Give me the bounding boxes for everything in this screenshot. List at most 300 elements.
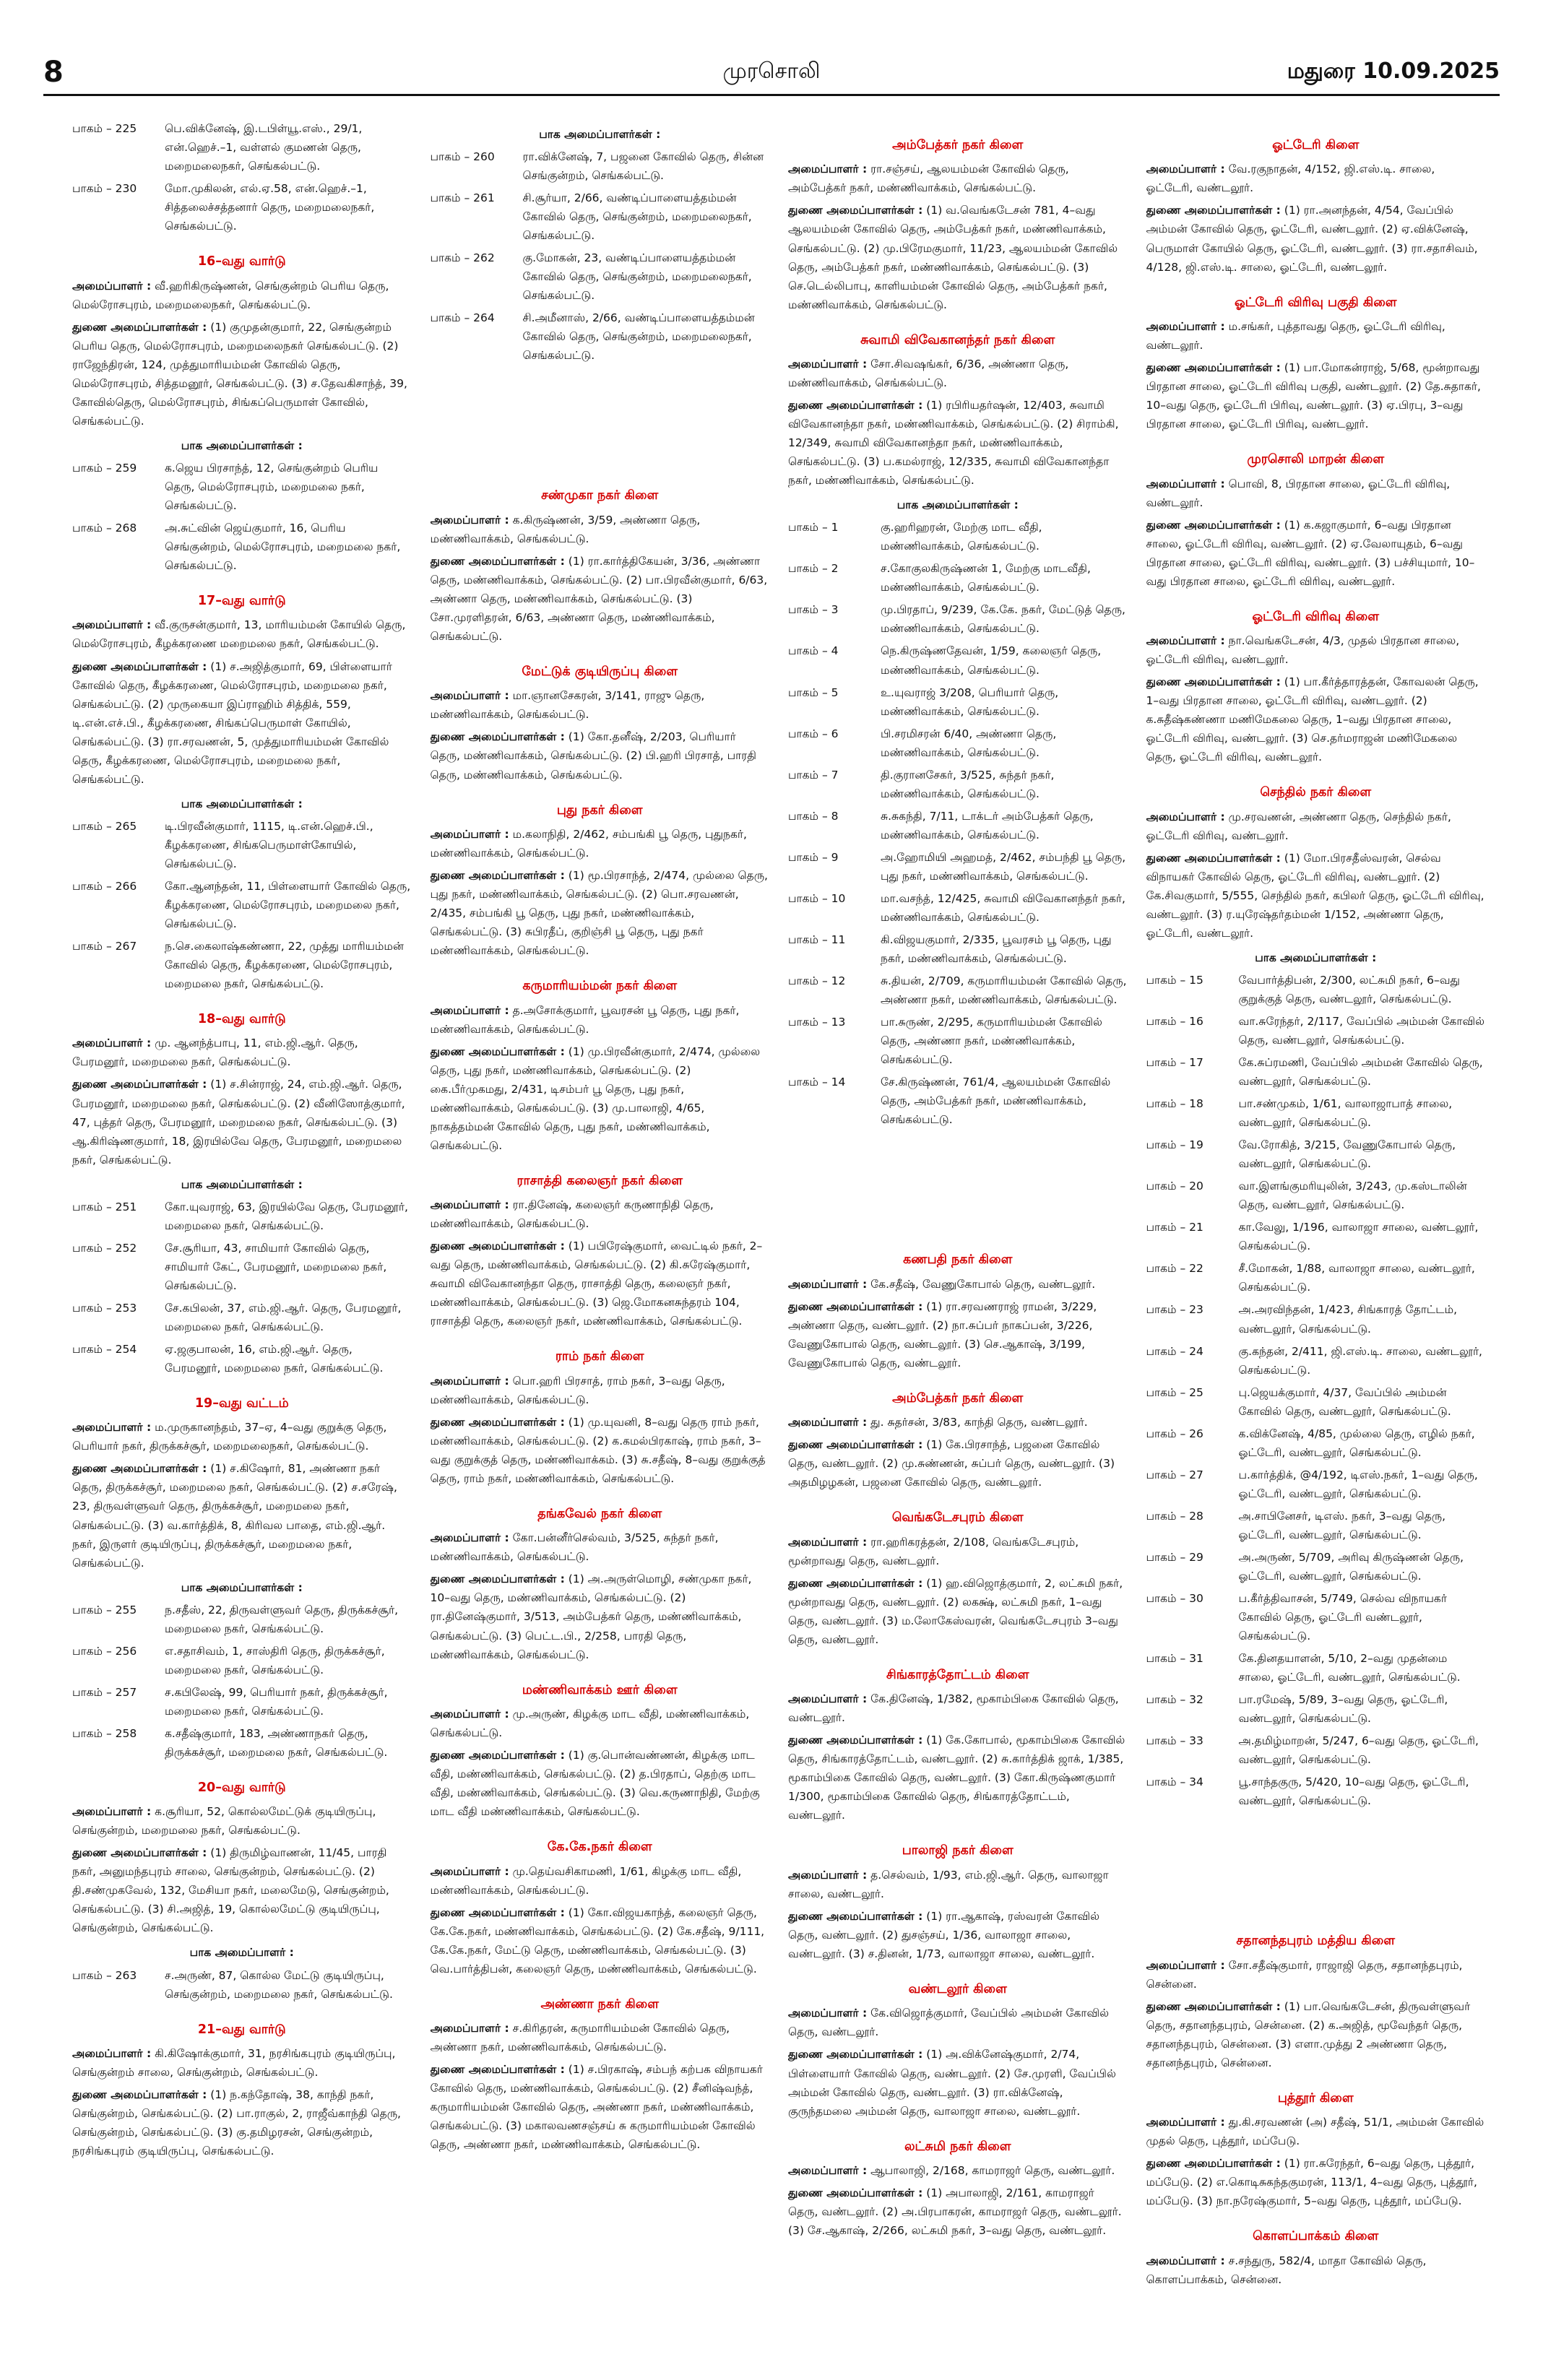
booth-entry <box>1146 971 1486 1008</box>
column-gap <box>788 1133 1128 1234</box>
member-details: வீ.குருசன்குமார், 13, மாரியம்மன் கோயில் தெரு, மெல்ரோசபுரம், கீழக்கரணை மறைமலை நகர், செங்கல்பட்டு. <box>72 618 406 651</box>
member-details: வீ.ஹரிகிருஷ்ணன், செங்குன்றம் பெரிய தெரு, மெல்ரோசபுரம், மறைமலைநகர், செங்கல்பட்டு. <box>72 279 389 311</box>
booth-agent-details: ப.கீர்த்திவாசன், 5/749, செல்வ விநாயகர் கோவில் தெரு, ஓட்டேரி வண்டலூர், செங்கல்பட்டு. <box>1238 1591 1447 1643</box>
section-heading: சுவாமி விவேகானந்தர் நகர் கிளை <box>860 332 1055 347</box>
booth-number: பாகம் – 259 <box>72 461 137 475</box>
member-paragraph <box>1146 516 1486 591</box>
role-label: அமைப்பாளர் : <box>430 1374 509 1388</box>
section-heading: கருமாரியம்மன் நகர் கிளை <box>522 979 678 994</box>
role-label: அமைப்பாளர் : <box>430 689 509 703</box>
member-details: மா.ஞானசேகரன், 3/141, ராஜு தெரு, மண்ணிவாக்கம், செங்கல்பட்டு. <box>430 689 705 722</box>
subsection-heading: பாக அமைப்பாளர்கள் : <box>181 797 303 810</box>
role-label: அமைப்பாளர் : <box>430 1003 509 1017</box>
booth-agent-details: பூ.சாந்தகுரு, 5/420, 10–வது தெரு, ஓட்டேரி, வண்டலூர், செங்கல்பட்டு. <box>1238 1775 1469 1808</box>
booth-entry <box>788 683 1128 721</box>
booth-entry <box>431 147 770 185</box>
booth-entry <box>1146 1094 1486 1132</box>
member-details: (1) குமுதன்குமார், 22, செங்குன்றம் பெரிய தெரு, மெல்ரோசபுரம், மறைமலைநகர் செங்கல்பட்டு. (2) ராஜேந்திரன், 124, முத்துமாரியம்மன் கோவில் தெரு, மெல்ரோசபுரம், சித்தமனூர், செங்கல்பட்டு. (3) ச.தேவகிசாந்த், 39, கோவில்தெரு, மெல்ரோசபுரம், சிங்கப்பெருமாள் கோவில், செங்கல்பட்டு. <box>72 320 407 428</box>
member-details: (1) ச.கிஷோர், 81, அண்ணா நகர் தெரு, திருக்கச்சூர், மறைமலை நகர், செங்கல்பட்டு. (2) ச.சரேஷ், 23, திருவள்ளுவர் தெரு, திருக்கச்சூர், மறைமலை நகர், செங்கல்பட்டு. (3) வ.கார்த்திக், 8, கிரிவல பாதை, எம்.ஜி.ஆர். நகர், இருளர் குடியிருப்பு, திருக்கச்சூர், மறைமலை நகர், செங்கல்பட்டு. <box>72 1462 397 1570</box>
role-label: துணை அமைப்பாளர்கள் : <box>788 1576 923 1590</box>
booth-number: பாகம் – 230 <box>72 182 137 196</box>
booth-agent-details: சு.சுகந்தி, 7/11, டாக்டர் அம்பேத்கர் தெரு, மண்ணிவாக்கம், செங்கல்பட்டு. <box>881 809 1094 841</box>
booth-agent-details: ந.சதீஸ், 22, திருவள்ளுவர் தெரு, திருக்கச்சூர், மறைமலை நகர், செங்கல்பட்டு. <box>165 1603 399 1635</box>
member-paragraph <box>1146 2113 1486 2150</box>
booth-number: பாகம் – 26 <box>1146 1427 1203 1440</box>
booth-entry <box>788 518 1128 555</box>
role-label: அமைப்பாளர் : <box>788 1277 868 1291</box>
role-label: துணை அமைப்பாளர்கள் : <box>788 2048 923 2061</box>
member-paragraph <box>1146 808 1486 845</box>
booth-entry <box>788 1073 1128 1129</box>
booth-agent-details: அ.தமிழ்மாறன், 5/247, 6–வது தெரு, ஓட்டேரி, வண்டலூர், செங்கல்பட்டு. <box>1238 1734 1479 1767</box>
booth-agent-details: பி.சரமிசரன் 6/40, அண்ணா தெரு, மண்ணிவாக்கம், செங்கல்பட்டு. <box>881 727 1057 759</box>
member-details: கி.கிஷோக்குமார், 31, நரசிங்கபுரம் குடியிருப்பு, செங்குன்றம் சாலை, செங்குன்றம், செங்கல்பட்டு. <box>72 2046 396 2079</box>
booth-entry <box>72 1239 412 1295</box>
role-label: துணை அமைப்பாளர்கள் : <box>1146 2157 1281 2171</box>
booth-number: பாகம் – 20 <box>1146 1180 1203 1193</box>
section-heading: 17–வது வார்டு <box>197 594 286 609</box>
booth-number: பாகம் – 3 <box>788 603 839 617</box>
booth-number: பாகம் – 13 <box>788 1016 846 1029</box>
booth-number: பாகம் – 34 <box>1146 1775 1203 1789</box>
role-label: அமைப்பாளர் : <box>430 1531 509 1545</box>
member-details: (1) மு.பிரவீன்குமார், 2/474, முல்லை தெரு, புது நகர், மண்ணிவாக்கம், செங்கல்பட்டு. (2) கை.பீர்முகமது, 2/431, டிசம்பர் பூ தெரு, புது நகர், மண்ணிவாக்கம், செங்கல்பட்டு. (3) மு.பாலாஜி, 4/65, நாகத்தம்மன் கோவில் தெரு, புது நகர், மண்ணிவாக்கம், செங்கல்பட்டு. <box>430 1044 761 1152</box>
booth-number: பாகம் – 255 <box>72 1603 137 1617</box>
column-1 <box>72 119 412 2358</box>
section-heading: சண்முகா நகர் கிளை <box>541 488 659 503</box>
member-details: (1) அ.விக்னேஷ்குமார், 2/74, பிள்ளையார் கோவில் தெரு, வண்டலூர். (2) சே.முரளி, வேப்பில் அம்மன் கோவில் தெரு, வண்டலூர். (3) ரா.விக்னேஷ், குருந்தமலை அம்மன் தெரு, வாலாஜா சாலை, வண்டலூர். <box>788 2048 1116 2118</box>
section-heading: செந்தில் நகர் கிளை <box>1260 785 1372 800</box>
booth-entry <box>72 937 412 993</box>
booth-agent-details: பா.சுருண், 2/295, கருமாரியம்மன் கோவில் தெரு, அண்ணா நகர், மண்ணிவாக்கம், செங்கல்பட்டு. <box>881 1016 1102 1067</box>
member-details: (1) ச.அஜித்குமார், 69, பிள்ளையார் கோவில் தெரு, கீழக்கரணை, மெல்ரோசபுரம், மறைமலை நகர், செங்கல்பட்டு. (2) முருகையா இப்ராஹிம் சித்திக், 559, டி.என்.எச்.பி., கீழக்கரணை, சிங்கப்பெருமாள் கோயில், செங்கல்பட்டு. (3) ரா.சரவணன், 5, முத்துமாரியம்மன் கோவில் தெரு, கீழக்கரணை, மெல்ரோசபுரம், மறைமலை நகர், செங்கல்பட்டு. <box>72 659 392 786</box>
section-heading: ஓட்டேரி கிளை <box>1272 138 1360 152</box>
role-label: துணை அமைப்பாளர்கள் : <box>72 1078 207 1091</box>
subsection-heading: பாக அமைப்பாளர்கள் : <box>181 438 303 452</box>
member-details: (1) பா.கீர்த்தாரத்தன், கோவலன் தெரு, 1–வது பிரதான சாலை, ஓட்டேரி விரிவு, வண்டலூர். (2) க.சுதீஷ்கண்ணா மணிமேகலை தெரு, 1–வது பிரதான சாலை, ஓட்டேரி விரிவு, வண்டலூர். (3) செ.தர்மராஜன் மணிமேகலை தெரு, ஓட்டேரி விரிவு, வண்டலூர். <box>1146 675 1479 764</box>
role-label: துணை அமைப்பாளர்கள் : <box>72 2088 207 2102</box>
member-details: ம.கலாநிதி, 2/462, சம்பங்கி பூ தெரு, புதுநகர், மண்ணிவாக்கம், செங்கல்பட்டு. <box>430 827 747 860</box>
booth-entry <box>72 1299 412 1336</box>
section-heading: ஓட்டேரி விரிவு பகுதி கிளை <box>1234 295 1397 310</box>
member-details: ரா.தினேஷ், கலைஞர் கருணாநிதி தெரு, மண்ணிவாக்கம், செங்கல்பட்டு. <box>430 1198 714 1231</box>
section-heading: வண்டலூர் கிளை <box>908 1982 1007 1997</box>
booth-number: பாகம் – 24 <box>1146 1344 1203 1358</box>
member-details: து.கி.சரவணன் (அ) சதீஷ், 51/1, அம்மன் கோவில் முதல் தெரு, புத்தூர், மப்பேடு. <box>1146 2116 1484 2148</box>
booth-number: பாகம் – 7 <box>788 768 839 782</box>
role-label: அமைப்பாளர் : <box>788 2163 868 2177</box>
member-paragraph <box>788 396 1128 490</box>
booth-number: பாகம் – 18 <box>1146 1097 1203 1111</box>
booth-entry <box>788 600 1128 638</box>
member-paragraph <box>1146 317 1486 355</box>
booth-entry <box>788 641 1128 679</box>
member-paragraph <box>788 1435 1128 1492</box>
member-paragraph <box>788 1907 1128 1963</box>
member-paragraph <box>72 615 412 653</box>
member-details: (1) ரா.சரவணராஜ் ராமன், 3/229, அண்ணா தெரு, வண்டலூர். (2) நா.சுப்பர் நாகப்பன், 3/226, வேணுகோபால் தெரு, வண்டலூர். (3) செ.ஆகாஷ், 3/199, வேணுகோபால் தெரு, வண்டலூர். <box>788 1299 1097 1369</box>
role-label: அமைப்பாளர் : <box>788 1868 868 1882</box>
booth-entry <box>72 459 412 515</box>
section-heading: கணபதி நகர் கிளை <box>903 1252 1013 1268</box>
role-label: அமைப்பாளர் : <box>72 1421 152 1435</box>
booth-entry <box>1146 1218 1486 1255</box>
member-paragraph <box>788 1866 1128 1903</box>
member-paragraph <box>431 1746 770 1821</box>
member-paragraph <box>1146 201 1486 276</box>
member-paragraph <box>431 1195 770 1233</box>
role-label: அமைப்பாளர் : <box>1146 319 1225 333</box>
member-paragraph <box>72 2044 412 2082</box>
booth-agent-details: ந.செ.கைலாஷ்கண்ணா, 22, முத்து மாரியம்மன் கோவில் தெரு, கீழக்கரணை, மெல்ரோசபுரம், மறைமலை நகர், செங்கல்பட்டு. <box>165 939 404 990</box>
booth-agent-details: கே.தினதயாளன், 5/10, 2–வது முதன்மை சாலை, ஓட்டேரி, வண்டலூர், செங்கல்பட்டு. <box>1238 1652 1461 1684</box>
member-paragraph <box>72 657 412 789</box>
section-heading: மேட்டுக் குடியிருப்பு கிளை <box>522 664 678 679</box>
booth-entry <box>788 889 1128 927</box>
role-label: அமைப்பாளர் : <box>1146 634 1225 648</box>
booth-entry <box>72 119 412 176</box>
member-details: ரா.சஞ்சய், ஆலயம்மன் கோவில் தெரு, அம்பேத்கர் நகர், மண்ணிவாக்கம், செங்கல்பட்டு. <box>788 163 1069 195</box>
member-details: ம.சங்கர், புத்தாவது தெரு, ஓட்டேரி விரிவு, வண்டலூர். <box>1146 319 1445 352</box>
member-details: மு.தெய்வசிகாமணி, 1/61, கிழக்கு மாட வீதி, மண்ணிவாக்கம், செங்கல்பட்டு. <box>430 1864 742 1897</box>
booth-agent-details: மு.பிரதாப், 9/239, கே.கே. நகர், மேட்டுத் தெரு, மண்ணிவாக்கம், செங்கல்பட்டு. <box>881 603 1125 636</box>
member-details: து. சுதர்சன், 3/83, காந்தி தெரு, வண்டலூர். <box>870 1416 1088 1429</box>
booth-entry <box>72 1683 412 1721</box>
booth-number: பாகம் – 266 <box>72 879 137 893</box>
member-paragraph <box>431 1237 770 1330</box>
member-paragraph <box>1146 475 1486 512</box>
newspaper-name: முரசொலி <box>722 58 821 84</box>
member-paragraph <box>1146 2251 1486 2289</box>
booth-entry <box>72 1642 412 1679</box>
role-label: அமைப்பாளர் : <box>788 1416 868 1429</box>
member-paragraph <box>788 160 1128 197</box>
booth-entry <box>1146 1342 1486 1380</box>
member-paragraph <box>72 277 412 314</box>
member-details: பொ.ஹரி பிரசாத், ராம் நகர், 3–வது தெரு, மண்ணிவாக்கம், செங்கல்பட்டு. <box>430 1374 725 1406</box>
member-details: (1) திருமிழ்வாணன், 11/45, பாரதி நகர், அனுமந்தபுரம் சாலை, செங்குன்றம், செங்கல்பட்டு. (2) தி.சண்முகவேல், 132, மேசியா நகர், மலைமேடு, செங்குன்றம், செங்கல்பட்டு. (3) சி.அஜித், 19, கொல்லமேட்டு குடியிருப்பு, செங்குன்றம், செங்கல்பட்டு. <box>72 1846 389 1935</box>
booth-number: பாகம் – 12 <box>788 974 846 987</box>
member-paragraph <box>431 1528 770 1566</box>
booth-number: பாகம் – 22 <box>1146 1262 1203 1276</box>
member-paragraph <box>431 1705 770 1742</box>
booth-agent-details: கோ.யுவராஜ், 63, இரயில்வே தெரு, பேரமனூர், மறைமலை நகர், செங்கல்பட்டு. <box>165 1200 408 1232</box>
booth-agent-details: வே.ரோகித், 3/215, வேணுகோபால் தெரு, வண்டலூர், செங்கல்பட்டு. <box>1238 1138 1456 1171</box>
booth-entry <box>788 848 1128 886</box>
booth-number: பாகம் – 21 <box>1146 1221 1203 1234</box>
member-details: கே.சதீஷ், வேணுகோபால் தெரு, வண்டலூர். <box>870 1277 1096 1291</box>
booth-agent-details: ச.கோகுலகிருஷ்ணன் 1, மேற்கு மாடவீதி, மண்ணிவாக்கம், செங்கல்பட்டு. <box>881 562 1091 594</box>
section-heading: 18–வது வார்டு <box>197 1012 286 1027</box>
member-paragraph <box>1146 849 1486 943</box>
section-heading: 21–வது வார்டு <box>197 2022 286 2037</box>
booth-number: பாகம் – 268 <box>72 521 137 535</box>
role-label: துணை அமைப்பாளர்கள் : <box>430 1572 565 1586</box>
booth-agent-details: கோ.ஆனந்தன், 11, பிள்ளையார் கோவில் தெரு, கீழக்கரணை, மெல்ரோசபுரம், மறைமலை நகர், செங்கல்பட்டு. <box>165 879 411 930</box>
member-details: (1) ரா.அனந்தன், 4/54, வேப்பில் அம்மன் கோவில் தெரு, ஓட்டேரி, வண்டலூர். (2) ஏ.விக்னேஷ், பெருமாள் கோயில் தெரு, ஓட்டேரி, வண்டலூர். (3) ரா.சதாசிவம், 4/128, ஜி.எஸ்.டி. சாலை, ஓட்டேரி, வண்டலூர். <box>1146 204 1478 274</box>
booth-agent-details: ச.கபிலேஷ், 99, பெரியார் நகர், திருக்கச்சூர், மறைமலை நகர், செங்கல்பட்டு. <box>165 1685 388 1718</box>
member-paragraph <box>431 686 770 724</box>
booth-entry <box>72 179 412 235</box>
member-paragraph <box>431 825 770 862</box>
role-label: அமைப்பாளர் : <box>430 1198 509 1212</box>
booth-agent-details: அ.சாபினேசர், டிஎஸ். நகர், 3–வது தெரு, ஓட்டேரி, வண்டலூர், செங்கல்பட்டு. <box>1238 1509 1446 1541</box>
member-details: (1) மு.யுவனி, 8–வது தெரு ராம் நகர், மண்ணிவாக்கம், செங்கல்பட்டு. (2) க.கமல்பிரகாஷ், ராம் நகர், 3–வது குறுக்குத் தெரு, மண்ணிவாக்கம். (3) சு.சதீஷ், 8–வது குறுக்குத் தெரு, ராம் நகர், மண்ணிவாக்கம், செங்கல்பட்டு. <box>430 1415 766 1485</box>
member-details: (1) மோ.பிரசதீஸ்வரன், செல்வ விநாயகர் கோவில் தெரு, ஓட்டேரி விரிவு, வண்டலூர். (2) கே.சிவகுமார், 5/555, செந்தில் நகர், கபிலர் தெரு, ஓட்டேரி விரிவு, வண்டலூர். (3) ர.யுரேஷ்தர்தம்மன் 1/152, அண்ணா தெரு, ஓட்டேரி, வண்டலூர். <box>1146 851 1484 940</box>
booth-entry <box>72 519 412 575</box>
booth-agent-details: கு.ஹரிஹரன், மேற்கு மாட வீதி, மண்ணிவாக்கம், செங்கல்பட்டு. <box>881 521 1042 553</box>
member-paragraph <box>72 1075 412 1169</box>
member-details: (1) ரா.சுரேந்தர், 6–வது தெரு, புத்தூர், மப்பேடு. (2) எ.கொடிசுகந்தகுமரன், 113/1, 4–வது தெரு, புத்தூர், மப்பேடு. (3) நா.நரேஷ்குமார், 5–வது தெரு, புத்தூர், மப்பேடு. <box>1146 2157 1477 2208</box>
booth-entry <box>1146 1773 1486 1810</box>
member-paragraph <box>1146 2154 1486 2210</box>
booth-number: பாகம் – 14 <box>788 1076 846 1089</box>
member-details: க.சூரியா, 52, கொல்லமேட்டுக் குடியிருப்பு, செங்குன்றம், மறைமலை நகர், செங்கல்பட்டு. <box>72 1805 376 1838</box>
booth-entry <box>788 724 1128 762</box>
member-details: வே.ரகுநாதன், 4/152, ஜி.எஸ்.டி. சாலை, ஓட்டேரி, வண்டலூர். <box>1146 163 1435 195</box>
booth-entry <box>1146 1548 1486 1585</box>
booth-number: பாகம் – 261 <box>430 191 495 205</box>
role-label: துணை அமைப்பாளர்கள் : <box>1146 204 1281 217</box>
dateline: மதுரை 10.09.2025 <box>1287 58 1500 84</box>
member-details: ஆபாலாஜி, 2/168, காமராஜர் தெரு, வண்டலூர். <box>870 2163 1115 2177</box>
column-3 <box>788 119 1128 2358</box>
member-details: (1) கு.பொன்வண்ணன், கிழக்கு மாட வீதி, மண்ணிவாக்கம், செங்கல்பட்டு. (2) த.பிரதாப், தெற்கு மாட வீதி, மண்ணிவாக்கம், செங்கல்பட்டு. (3) வெ.கருணாநிதி, மேற்கு மாட வீதி மண்ணிவாக்கம், செங்கல்பட்டு. <box>430 1749 760 1819</box>
role-label: துணை அமைப்பாளர்கள் : <box>788 204 923 217</box>
role-label: துணை அமைப்பாளர்கள் : <box>1146 851 1281 865</box>
section-heading: பாலாஜி நகர் கிளை <box>902 1843 1013 1858</box>
member-details: (1) ச.சின்ராஜ், 24, எம்.ஜி.ஆர். தெரு, பேரமனூர், மறைமலை நகர், செங்கல்பட்டு. (2) வீனிஸோத்குமார், 47, புத்தர் தெரு, பேரமனூர், மறைமலை நகர், செங்கல்பட்டு. (3) ஆ.கிரிஷ்ணகுமார், 18, இரயில்வே தெரு, பேரமனூர், மறைமலை நகர், செங்கல்பட்டு. <box>72 1078 405 1167</box>
booth-number: பாகம் – 2 <box>788 562 839 576</box>
booth-entry <box>788 1013 1128 1069</box>
booth-entry <box>72 877 412 933</box>
member-paragraph <box>431 1001 770 1039</box>
booth-entry <box>1146 1300 1486 1338</box>
booth-number: பாகம் – 33 <box>1146 1734 1203 1748</box>
booth-number: பாகம் – 254 <box>72 1342 137 1356</box>
role-label: அமைப்பாளர் : <box>430 2022 509 2035</box>
booth-number: பாகம் – 267 <box>72 939 137 953</box>
booth-agent-details: பா.ரமேஷ், 5/89, 3–வது தெரு, ஓட்டேரி, வண்டலூர், செங்கல்பட்டு. <box>1238 1693 1448 1726</box>
booth-entry <box>72 1198 412 1235</box>
member-paragraph <box>788 1297 1128 1372</box>
booth-agent-details: பா.சண்முகம், 1/61, வாலாஜாபாத் சாலை, வண்டலூர், செங்கல்பட்டு. <box>1238 1097 1453 1130</box>
role-label: அமைப்பாளர் : <box>1146 1958 1225 1972</box>
member-paragraph <box>788 201 1128 313</box>
member-paragraph <box>72 1459 412 1572</box>
member-paragraph <box>788 2184 1128 2240</box>
booth-entry <box>72 1601 412 1638</box>
role-label: துணை அமைப்பாளர்கள் : <box>430 1905 565 1919</box>
booth-entry <box>1146 1507 1486 1544</box>
role-label: துணை அமைப்பாளர்கள் : <box>1146 518 1281 532</box>
booth-entry <box>788 807 1128 844</box>
booth-agent-details: வேபார்த்திபன், 2/300, லட்சுமி நகர், 6–வது குறுக்குத் தெரு, வண்டலூர், செங்கல்பட்டு. <box>1238 973 1461 1006</box>
member-paragraph <box>788 1574 1128 1649</box>
role-label: அமைப்பாளர் : <box>72 1037 152 1050</box>
role-label: துணை அமைப்பாளர்கள் : <box>788 1299 923 1313</box>
booth-agent-details: சி.அமீனாஸ், 2/66, வண்டிப்பாளையத்தம்மன் கோவில் தெரு, செங்குன்றம், மறைமலைநகர், செங்கல்பட்டு. <box>522 311 755 363</box>
booth-number: பாகம் – 25 <box>1146 1385 1203 1399</box>
section-heading: லட்சுமி நகர் கிளை <box>904 2139 1011 2154</box>
role-label: துணை அமைப்பாளர்கள் : <box>430 730 565 744</box>
section-heading: மண்ணிவாக்கம் ஊர் கிளை <box>522 1682 678 1697</box>
member-details: கே.தினேஷ், 1/382, மூகாம்பிகை கோவில் தெரு, வண்டலூர். <box>788 1692 1119 1725</box>
member-paragraph <box>72 1418 412 1455</box>
member-details: த.அசோக்குமார், பூவரசன் பூ தெரு, புது நகர், மண்ணிவாக்கம், செங்கல்பட்டு. <box>430 1003 740 1036</box>
booth-entry <box>1146 1177 1486 1214</box>
section-heading: முரசொலி மாறன் கிளை <box>1247 452 1385 467</box>
subsection-heading: பாக அமைப்பாளர்கள் : <box>896 498 1019 512</box>
booth-agent-details: க.சதீஷ்குமார், 183, அண்ணாநகர் தெரு, திருக்கச்சூர், மறைமலை நகர், செங்கல்பட்டு. <box>165 1726 388 1759</box>
member-paragraph <box>788 2045 1128 2120</box>
member-paragraph <box>1146 672 1486 766</box>
booth-number: பாகம் – 17 <box>1146 1056 1203 1070</box>
member-paragraph <box>72 1843 412 1937</box>
role-label: துணை அமைப்பாளர்கள் : <box>788 1734 923 1747</box>
booth-agent-details: அ.அரவிந்தன், 1/423, சிங்காரத் தோட்டம், வண்டலூர், செங்கல்பட்டு. <box>1238 1303 1457 1336</box>
booth-entry <box>1146 1466 1486 1503</box>
member-paragraph <box>1146 160 1486 197</box>
member-paragraph <box>1146 1956 1486 1994</box>
role-label: துணை அமைப்பாளர்கள் : <box>430 2063 565 2077</box>
booth-number: பாகம் – 4 <box>788 644 839 658</box>
booth-agent-details: நெ.கிருஷ்ணதேவன், 1/59, கலைஞர் தெரு, மண்ணிவாக்கம், செங்கல்பட்டு. <box>881 644 1102 677</box>
section-heading: 16–வது வார்டு <box>197 254 286 269</box>
masthead <box>43 51 1500 96</box>
booth-agent-details: எ.சதாசிவம், 1, சாஸ்திரி தெரு, திருக்கச்சூர், மறைமலை நகர், செங்கல்பட்டு. <box>165 1644 385 1676</box>
member-paragraph <box>72 318 412 430</box>
booth-entry <box>1146 1424 1486 1462</box>
booth-number: பாகம் – 262 <box>430 251 495 265</box>
role-label: துணை அமைப்பாளர்கள் : <box>788 2186 923 2200</box>
member-details: (1) கோ.விஜயகாந்த், கலைஞர் தெரு, கே.கே.நகர், மண்ணிவாக்கம், செங்கல்பட்டு. (2) கே.சதீஷ், 9/111, கே.கே.நகர், மேட்டு தெரு, மண்ணிவாக்கம், செங்கல்பட்டு. (3) வெ.பார்த்திபன், கலைஞர் தெரு, மண்ணிவாக்கம், செங்கல்பட்டு. <box>430 1905 765 1976</box>
subsection-heading: பாக அமைப்பாளர்கள் : <box>1255 951 1377 964</box>
member-details: (1) கே.கோபால், மூகாம்பிகை கோவில் தெரு, சிங்காரத்தோட்டம், வண்டலூர். (2) சு.கார்த்திக் ஜாக், 1/385, மூகாம்பிகை கோவில் தெரு, வண்டலூர். (3) கோ.கிருஷ்ணகுமார் 1/300, மூகாம்பிகை கோவில் தெரு, சிங்காரத்தோட்டம், வண்டலூர். <box>788 1734 1125 1822</box>
booth-agent-details: ப.கார்த்திக், @4/192, டிஎஸ்.நகர், 1–வது தெரு, ஓட்டேரி, வண்டலூர், செங்கல்பட்டு. <box>1238 1468 1478 1500</box>
section-heading: வெங்கடேசபுரம் கிளை <box>891 1510 1024 1526</box>
role-label: துணை அமைப்பாளர்கள் : <box>1146 675 1281 689</box>
member-paragraph <box>72 2085 412 2160</box>
member-details: (1) பா.மோகன்ராஜ், 5/68, மூன்றாவது பிரதான சாலை, ஓட்டேரி விரிவு பகுதி, வண்டலூர். (2) தே.சுதாகர், 10–வது தெரு, ஓட்டேரி பிரிவு, வண்டலூர். (3) ஏ.பிரபு, 3–வது பிரதான சாலை, ஓட்டேரி பிரிவு, வண்டலூர். <box>1146 361 1481 431</box>
booth-agent-details: பெ.விக்னேஷ், இ.டபிள்யூ.எஸ்., 29/1, என்.ஹெச்.–1, வள்ளல் குமணன் தெரு, மறைமலைநகர், செங்கல்பட்டு. <box>165 122 363 173</box>
booth-number: பாகம் – 11 <box>788 932 846 946</box>
booth-number: பாகம் – 253 <box>72 1301 137 1315</box>
member-details: மு. ஆனந்த்பாபு, 11, எம்.ஜி.ஆர். தெரு, பேரமனூர், மறைமலை நகர், செங்கல்பட்டு. <box>72 1037 358 1069</box>
role-label: அமைப்பாளர் : <box>788 2007 868 2020</box>
member-details: (1) பபிரேஷ்குமார், வைட்டில் நகர், 2–வது தெரு, மண்ணிவாக்கம், செங்கல்பட்டு. (2) கி.சுரேஷ்குமார், சுவாமி விவேகானந்தா தெரு, ராசாத்தி தெரு, கலைஞர் நகர், மண்ணிவாக்கம், செங்கல்பட்டு. (3) ஜெ.மோகனசுந்தரம் 104, ராசாத்தி தெரு, கலைஞர் நகர், மண்ணிவாக்கம், செங்கல்பட்டு. <box>430 1239 763 1328</box>
booth-agent-details: வா.சுரேந்தர், 2/117, வேப்பில் அம்மன் கோவில் தெரு, வண்டலூர், செங்கல்பட்டு. <box>1238 1015 1484 1047</box>
role-label: துணை அமைப்பாளர்கள் : <box>72 320 207 334</box>
member-paragraph <box>431 1413 770 1488</box>
booth-entry <box>1146 1053 1486 1091</box>
member-details: கோ.பன்னீர்செல்வம், 3/525, சுந்தர் நகர், மண்ணிவாக்கம், செங்கல்பட்டு. <box>430 1531 719 1564</box>
member-details: (1) பா.வெங்கடேசன், திருவள்ளுவர் தெரு, சதானந்தபுரம், சென்னை. (2) க.அஜித், மூவேந்தர் தெரு, சதானந்தபுரம், சென்னை. (3) எளா.முத்து 2 அண்ணா தெரு, சதானந்தபுரம், சென்னை. <box>1146 1999 1471 2069</box>
member-paragraph <box>788 1533 1128 1570</box>
member-details: கே.விஜொத்குமார், வேப்பில் அம்மன் கோவில் தெரு, வண்டலூர். <box>788 2007 1109 2039</box>
section-heading: தங்கவேல் நகர் கிளை <box>537 1506 662 1521</box>
booth-entry <box>1146 1731 1486 1769</box>
section-heading: 20–வது வார்டு <box>197 1780 286 1795</box>
booth-agent-details: அ.ஹோமியி அஹமத், 2/462, சம்பந்தி பூ தெரு, புது நகர், மண்ணிவாக்கம், செங்கல்பட்டு. <box>881 850 1126 883</box>
page-number: 8 <box>43 56 64 89</box>
column-gap <box>1146 1814 1486 1915</box>
member-details: (1) மூ.பிரசாந்த், 2/474, முல்லை தெரு, புது நகர், மண்ணிவாக்கம், செங்கல்பட்டு. (2) பொ.சரவணன், 2/435, சம்பங்கி பூ தெரு, புது நகர், மண்ணிவாக்கம், செங்கல்பட்டு. (3) சுபிரதீப், குறிஞ்சி பூ தெரு, புது நகர் மண்ணிவாக்கம், செங்கல்பட்டு. <box>430 868 768 958</box>
member-paragraph <box>431 1903 770 1978</box>
member-paragraph <box>72 1034 412 1071</box>
booth-entry <box>1146 1012 1486 1050</box>
role-label: துணை அமைப்பாளர்கள் : <box>1146 1999 1281 2013</box>
booth-number: பாகம் – 257 <box>72 1685 137 1699</box>
member-details: பொவி, 8, பிரதான சாலை, ஓட்டேரி விரிவு, வண்டலூர். <box>1146 477 1451 509</box>
section-heading: ராம் நகர் கிளை <box>555 1349 644 1364</box>
booth-agent-details: சி.சூர்யா, 2/66, வண்டிப்பாளையத்தம்மன் கோவில் தெரு, செங்குன்றம், மறைமலைநகர், செங்கல்பட்டு. <box>522 191 752 243</box>
role-label: அமைப்பாளர் : <box>430 1864 509 1878</box>
member-paragraph <box>788 2004 1128 2041</box>
role-label: துணை அமைப்பாளர்கள் : <box>1146 361 1281 375</box>
booth-agent-details: வா.இளங்குமரியுலின், 3/243, மு.கஸ்டாலின் தெரு, வண்டலூர், செங்கல்பட்டு. <box>1238 1180 1467 1212</box>
member-paragraph <box>1146 631 1486 669</box>
subsection-heading: பாக அமைப்பாளர்கள் : <box>181 1177 303 1191</box>
member-details: (1) க.கஜாகுமார், 6–வது பிரதான சாலை, ஓட்டேரி விரிவு, வண்டலூர். (2) ஏ.வேலாயுதம், 6–வது பிரதான சாலை, ஓட்டேரி விரிவு, வண்டலூர். (3) பச்சியுமார், 10–வது பிரதான சாலை, ஓட்டேரி விரிவு, வண்டலூர். <box>1146 518 1475 588</box>
role-label: அமைப்பாளர் : <box>788 1535 868 1549</box>
member-details: (1) ரா.கார்த்திகேயன், 3/36, அண்ணா தெரு, மண்ணிவாக்கம், செங்கல்பட்டு. (2) பா.பிரவீன்குமார், 6/63, அண்ணா தெரு, மண்ணிவாக்கம், செங்கல்பட்டு. (3) சோ.முரளிதரன், 6/63, அண்ணா தெரு, மண்ணிவாக்கம், செங்கல்பட்டு. <box>430 554 768 643</box>
booth-entry <box>788 930 1128 968</box>
role-label: அமைப்பாளர் : <box>788 163 868 176</box>
member-details: (1) அ.அருள்மொழி, சண்முகா நகர், 10–வது தெரு, மண்ணிவாக்கம், செங்கல்பட்டு. (2) ரா.தினேஷ்குமார், 3/513, அம்பேத்கர் தெரு, மண்ணிவாக்கம், செங்கல்பட்டு. (3) பெட்ட.பி., 2/258, பாரதி தெரு, மண்ணிவாக்கம், செங்கல்பட்டு. <box>430 1572 752 1661</box>
member-paragraph <box>1146 358 1486 433</box>
booth-number: பாகம் – 31 <box>1146 1652 1203 1666</box>
booth-entry <box>72 1966 412 2004</box>
member-details: (1) அபாலாஜி, 2/161, காமராஜர் தெரு, வண்டலூர். (2) அ.பிரபாகரன், காமராஜர் தெரு, வண்டலூர். (3) சே.ஆகாஷ், 2/266, லட்சுமி நகர், 3–வது தெரு, வண்டலூர். <box>788 2186 1122 2238</box>
booth-entry <box>72 1724 412 1762</box>
member-details: மு.சரவணன், அண்ணா தெரு, செந்தில் நகர், ஓட்டேரி விரிவு, வண்டலூர். <box>1146 810 1451 842</box>
booth-agent-details: சே.கபிலன், 37, எம்.ஜி.ஆர். தெரு, பேரமனூர், மறைமலை நகர், செங்கல்பட்டு. <box>165 1301 402 1333</box>
member-paragraph <box>788 1731 1128 1825</box>
booth-number: பாகம் – 256 <box>72 1644 137 1658</box>
member-details: (1) கோ.தனீஷ், 2/203, பெரியார் தெரு, மண்ணிவாக்கம், செங்கல்பட்டு. (2) பி.ஹரி பிரசாத், பாரதி தெரு, மண்ணிவாக்கம், செங்கல்பட்டு. <box>430 730 756 782</box>
member-details: (1) ரா.ஆகாஷ், ரஸ்வரன் கோவில் தெரு, வண்டலூர். (2) துசஞ்சய், 1/36, வாலாஜா சாலை, வண்டலூர். (3) ச.தினன், 1/73, வாலாஜா சாலை, வண்டலூர். <box>788 1909 1099 1960</box>
booth-agent-details: சே.கிருஷ்ணன், 761/4, ஆலயம்மன் கோவில் தெரு, அம்பேத்கர் நகர், மண்ணிவாக்கம், செங்கல்பட்டு. <box>881 1076 1111 1127</box>
role-label: அமைப்பாளர் : <box>788 1692 868 1706</box>
role-label: அமைப்பாளர் : <box>72 1805 152 1819</box>
booth-agent-details: சு.தியன், 2/709, கருமாரியம்மன் கோவில் தெரு, அண்ணா நகர், மண்ணிவாக்கம், செங்கல்பட்டு. <box>881 974 1127 1006</box>
booth-entry <box>788 559 1128 597</box>
booth-number: பாகம் – 23 <box>1146 1303 1203 1317</box>
booth-number: பாகம் – 8 <box>788 809 839 823</box>
member-paragraph <box>431 511 770 548</box>
section-heading: புத்தூர் கிளை <box>1277 2090 1354 2106</box>
member-details: க.கிருஷ்ணன், 3/59, அண்ணா தெரு, மண்ணிவாக்கம், செங்கல்பட்டு. <box>430 513 701 545</box>
member-details: ச.சந்துரு, 582/4, மாதா கோவில் தெரு, கொளப்பாக்கம், சென்னை. <box>1146 2254 1427 2286</box>
section-heading: அண்ணா நகர் கிளை <box>540 1996 660 2012</box>
member-paragraph <box>788 2161 1128 2180</box>
role-label: துணை அமைப்பாளர்கள் : <box>788 399 923 412</box>
member-paragraph <box>431 727 770 784</box>
role-label: அமைப்பாளர் : <box>1146 2116 1225 2129</box>
member-paragraph <box>431 1570 770 1663</box>
role-label: அமைப்பாளர் : <box>430 513 509 527</box>
member-details: (1) ச.பிரகாஷ், சம்பந் கற்பக விநாயகர் கோவில் தெரு, மண்ணிவாக்கம், செங்கல்பட்டு. (2) சீனிஷ்வந்த், கருமாரியம்மன் கோவில் தெரு, அண்ணா நகர், மண்ணிவாக்கம், செங்கல்பட்டு. (3) மகாலவணசஞ்சய் சு கருமாரியம்மன் கோவில் தெரு, அண்ணா நகர், மண்ணிவாக்கம், செங்கல்பட்டு. <box>430 2063 763 2152</box>
role-label: துணை அமைப்பாளர்கள் : <box>72 659 207 673</box>
role-label: அமைப்பாளர் : <box>72 2046 152 2060</box>
booth-number: பாகம் – 16 <box>1146 1015 1203 1029</box>
booth-entry <box>1146 1383 1486 1421</box>
booth-entry <box>788 972 1128 1009</box>
booth-number: பாகம் – 264 <box>430 311 495 325</box>
booth-agent-details: க.விக்னேஷ், 4/85, முல்லை தெரு, எழில் நகர், ஓட்டேரி, வண்டலூர், செங்கல்பட்டு. <box>1238 1427 1475 1459</box>
booth-number: பாகம் – 6 <box>788 727 839 740</box>
